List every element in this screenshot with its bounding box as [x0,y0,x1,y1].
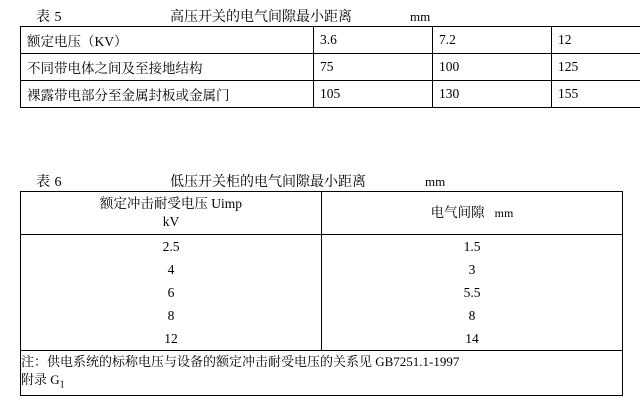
table6-header-right-label: 电气间隙 [430,204,485,220]
table6-row4-left: 12 [164,331,178,346]
table5-caption [0,0,640,26]
table6-row0-right: 1.5 [463,239,481,254]
table6-note-line1: 注：供电系统的标称电压与设备的额定冲击耐受电压的关系见 GB7251.1-1997 [21,353,460,369]
table5-row2-value2: 155 [552,81,640,108]
table6-row2-left: 6 [167,285,175,300]
table6-row4-right: 14 [465,331,479,346]
table6-header-right-unit: mm [494,205,514,220]
table6-row1-right: 3 [468,262,476,277]
table5-row1-value1: 100 [433,54,552,81]
table6-row2-right: 5.5 [463,285,481,300]
table6-header-left-line1: 额定冲击耐受电压 Uimp [99,195,243,211]
table6-header-row [21,192,623,235]
table6-block [0,165,640,396]
table5-row2-value0: 105 [314,81,433,108]
table6-header-right [322,192,623,235]
table5-row1-label: 不同带电体之间及至接地结构 [21,54,314,81]
table5-row2-label: 裸露带电部分至金属封板或金属门 [21,81,314,108]
table6-row1-left: 4 [167,262,175,277]
table6-note-line2-sub: 1 [59,379,65,391]
table5 [20,26,640,108]
table5-row1-value2: 125 [552,54,640,81]
table6-row0-left: 2.5 [162,239,180,254]
table6 [20,191,623,396]
table5-row0-value1: 7.2 [433,27,552,54]
table5-row0-label: 额定电压（KV） [21,27,314,54]
table6-right-column [322,235,623,351]
table6-header-left [21,192,322,235]
table6-title: 低压开关柜的电气间隙最小距离 [170,175,366,190]
table6-caption [0,165,640,191]
table6-row3-right: 8 [468,308,476,323]
table6-header-left-line2: kV [162,214,180,229]
table5-row1-value0: 75 [314,54,433,81]
table6-data-row [21,235,623,351]
table-row [21,81,640,108]
table6-note-row [21,351,623,396]
table6-label: 表 6 [36,175,62,190]
table5-block [0,0,640,108]
table6-left-column [21,235,322,351]
table-row [21,54,640,81]
table5-title: 高压开关的电气间隙最小距离 [170,10,352,25]
table6-unit: mm [425,174,446,189]
table6-note-line2-wrap [21,371,622,393]
table5-row2-value1: 130 [433,81,552,108]
table5-label: 表 5 [36,10,62,25]
table5-row0-value0: 3.6 [314,27,433,54]
table6-note-line2: 附录 G [21,372,60,388]
table6-note [21,351,623,396]
table6-row3-left: 8 [167,308,175,323]
table-row [21,27,640,54]
table5-unit: mm [410,9,431,24]
table5-row0-value2: 12 [552,27,640,54]
